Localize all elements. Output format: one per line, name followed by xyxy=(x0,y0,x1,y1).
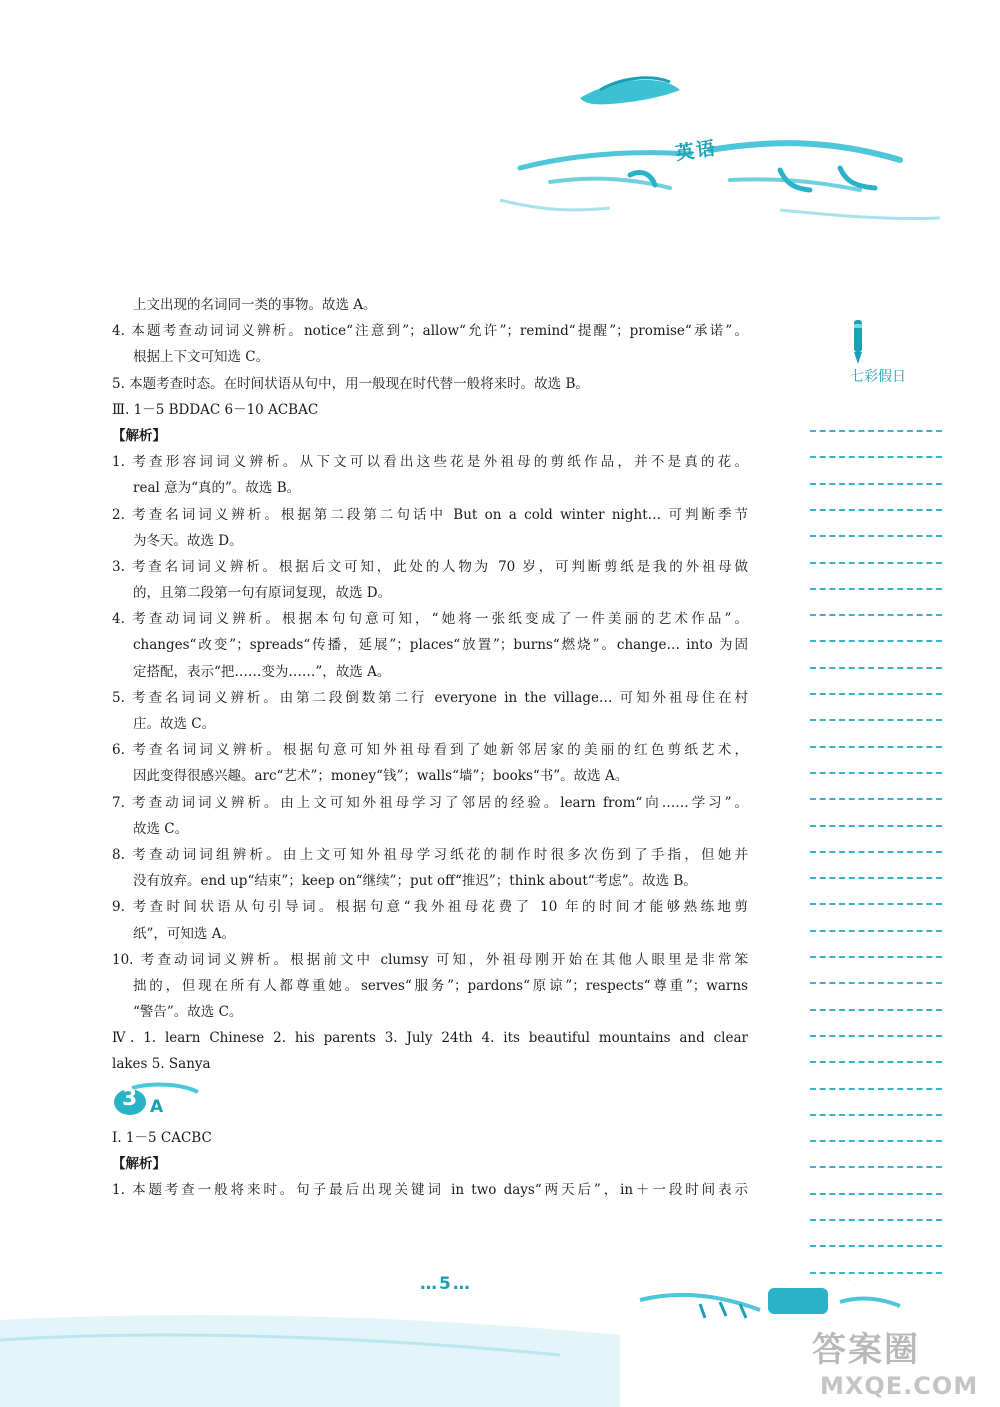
note-line xyxy=(810,851,942,853)
note-line xyxy=(810,693,942,695)
text-line: real 意为“真的”。故选 B。 xyxy=(133,480,301,497)
text-line: 1. 考查形容词词义辨析。从下文可以看出这些花是外祖母的剪纸作品，并不是真的花。 xyxy=(112,454,748,471)
note-line xyxy=(810,903,942,905)
note-line xyxy=(810,1193,942,1195)
note-line xyxy=(810,825,942,827)
text-line: 9. 考查时间状语从句引导词。根据句意“我外祖母花费了 10 年的时间才能够熟练地剪 xyxy=(112,899,748,916)
text-line: 5. 本题考查时态。在时间状语从句中，用一般现在时代替一般将来时。故选 B。 xyxy=(112,375,589,392)
text-line: 定搭配，表示“把……变为……”，故选 A。 xyxy=(133,663,391,680)
note-line xyxy=(810,982,942,984)
text-line: 根据上下文可知选 C。 xyxy=(133,349,270,366)
badge-letter: A xyxy=(150,1096,164,1117)
note-line xyxy=(810,1114,942,1116)
note-line xyxy=(810,1035,942,1037)
text-line: 故选 C。 xyxy=(133,820,189,837)
note-line xyxy=(810,614,942,616)
text-line: 没有放弃。end up“结束”；keep on“继续”；put off“推迟”；think about“考虑”。故选 B。 xyxy=(133,873,697,890)
note-line xyxy=(810,772,942,774)
pen-icon xyxy=(846,318,870,368)
note-line xyxy=(810,535,942,537)
section-badge xyxy=(112,1082,202,1116)
note-line xyxy=(810,588,942,590)
note-line xyxy=(810,1009,942,1011)
text-line: 拙的，但现在所有人都尊重她。serves“服务”；pardons“原谅”；respects“尊重”；warns xyxy=(133,977,748,994)
note-line xyxy=(810,430,942,432)
text-line: “警告”。故选 C。 xyxy=(133,1004,243,1021)
header-title: 英语 xyxy=(673,137,719,165)
text-line: 7. 考查动词词义辨析。由上文可知外祖母学习了邻居的经验。learn from“向……学习”。 xyxy=(112,794,748,811)
text-line: 6. 考查名词词义辨析。根据句意可知外祖母看到了她新邻居家的美丽的红色剪纸艺术， xyxy=(112,742,748,759)
note-line xyxy=(810,640,942,642)
note-line xyxy=(810,930,942,932)
note-line xyxy=(810,798,942,800)
text-line: 【解析】 xyxy=(112,427,166,444)
text-line: 8. 考查动词词组辨析。由上文可知外祖母学习纸花的制作时很多次伤到了手指，但她并 xyxy=(112,846,748,863)
note-line xyxy=(810,1061,942,1063)
note-line xyxy=(810,877,942,879)
page-number: …5… xyxy=(420,1274,472,1294)
answer-content xyxy=(112,292,748,1203)
text-line: 纸”，可知选 A。 xyxy=(133,925,235,942)
watermark-text: 答案圈 xyxy=(812,1330,920,1370)
text-line: 1. 本题考查一般将来时。句子最后出现关键词 in two days“两天后”，in＋一段时间表示 xyxy=(112,1182,748,1199)
note-line xyxy=(810,667,942,669)
note-line xyxy=(810,562,942,564)
text-line: 3. 考查名词词义辨析。根据后文可知，此处的人物为 70 岁，可判断剪纸是我的外祖母做 xyxy=(112,558,748,575)
note-line xyxy=(810,1272,942,1274)
note-line xyxy=(810,956,942,958)
badge-number: 3 xyxy=(122,1085,138,1111)
note-line xyxy=(810,483,942,485)
note-line xyxy=(810,456,942,458)
watermark-url: MXQE.COM xyxy=(820,1372,979,1400)
text-line: 10. 考查动词词义辨析。根据前文中 clumsy 可知，外祖母刚开始在其他人眼里是非常笨 xyxy=(112,951,748,968)
note-line xyxy=(810,1088,942,1090)
text-line: 2. 考查名词词义辨析。根据第二段第二句话中 But on a cold winter night… 可判断季节 xyxy=(112,506,748,523)
text-line: 为冬天。故选 D。 xyxy=(133,532,243,549)
note-line xyxy=(810,509,942,511)
text-line: Ⅳ. 1. learn Chinese 2. his parents 3. July 24th 4. its beautiful mountains and clear xyxy=(112,1030,748,1047)
sidebar-title: 七彩假日 xyxy=(850,369,906,385)
text-line: changes“改变”；spreads“传播，延展”；places“放置”；burns“燃烧”。change… into 为固 xyxy=(133,637,748,654)
text-line: lakes 5. Sanya xyxy=(112,1056,211,1073)
text-line: Ⅲ. 1－5 BDDAC 6－10 ACBAC xyxy=(112,401,319,418)
text-line: 庄。故选 C。 xyxy=(133,716,216,732)
note-line xyxy=(810,746,942,748)
note-line xyxy=(810,1219,942,1221)
text-line: Ⅰ. 1－5 CACBC xyxy=(112,1129,212,1146)
text-line: 4. 本题考查动词词义辨析。notice“注意到”；allow“允许”；remind“提醒”；promise“承诺”。 xyxy=(112,323,748,340)
text-line: 的，且第二段第一句有原词复现，故选 D。 xyxy=(133,585,392,602)
text-line: 上文出现的名词同一类的事物。故选 A。 xyxy=(133,297,377,313)
text-line: 5. 考查名词词义辨析。由第二段倒数第二行 everyone in the village… 可知外祖母住在村 xyxy=(112,689,748,706)
text-line: 因此变得很感兴趣。arc“艺术”；money“钱”；walls“墙”；books“书”。故选 A。 xyxy=(133,768,629,785)
sidebar-notes xyxy=(806,318,946,1228)
note-line xyxy=(810,1166,942,1168)
note-line xyxy=(810,719,942,721)
note-line xyxy=(810,1140,942,1142)
text-line: 4. 考查动词词义辨析。根据本句句意可知，“她将一张纸变成了一件美丽的艺术作品”。 xyxy=(112,611,748,628)
text-line: 【解析】 xyxy=(112,1156,166,1173)
note-line xyxy=(810,1245,942,1247)
